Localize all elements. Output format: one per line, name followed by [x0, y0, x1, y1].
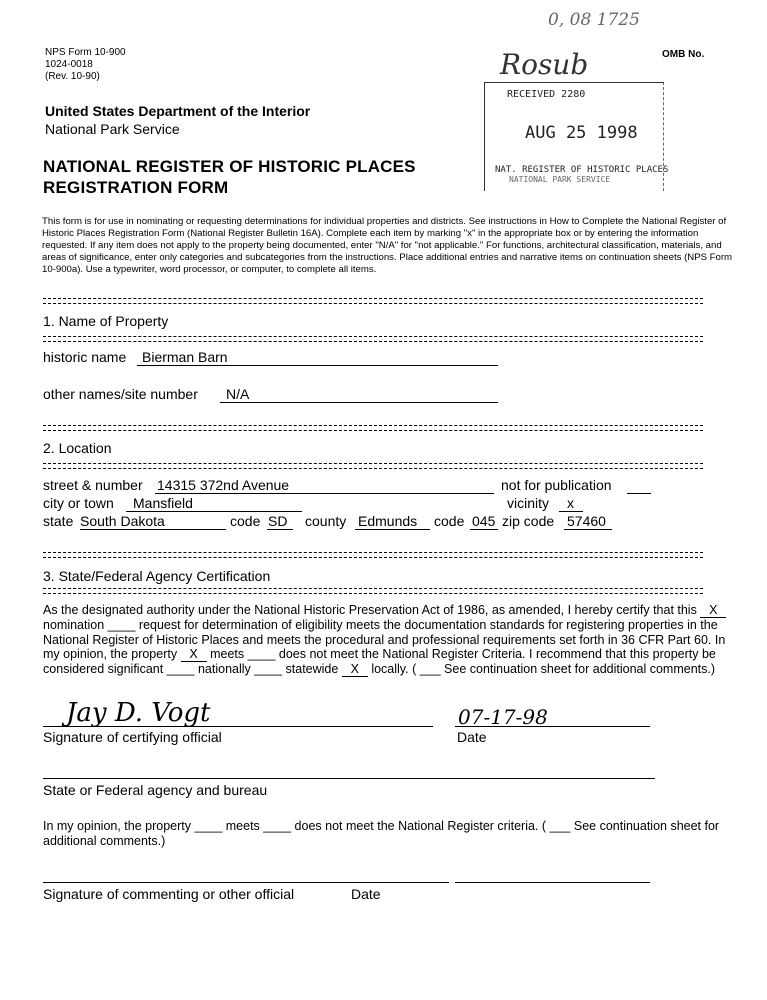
- county-label: county: [305, 513, 347, 529]
- city-line: [126, 511, 302, 512]
- other-names-label: other names/site number: [43, 386, 198, 402]
- form-number: NPS Form 10-900: [45, 47, 126, 58]
- section2-heading: 2. Location: [43, 440, 112, 456]
- section-divider: [43, 463, 703, 469]
- zip-label: zip code: [502, 513, 555, 529]
- cert-text-3: meets ____ does not meet the National Register Criteria. I recommend that this property be considered significant ____ nationally ____ statewide: [43, 647, 716, 677]
- street-line: [155, 493, 494, 494]
- opinion-paragraph: In my opinion, the property ____ meets ____ does not meet the National Register criteria. ( ___ See continuation sheet for additional comments.): [43, 819, 720, 848]
- cert-text-4: locally. ( ___ See continuation sheet for additional comments.): [371, 662, 716, 677]
- form-title-line1: NATIONAL REGISTER OF HISTORIC PLACES: [43, 157, 416, 176]
- section-divider: [43, 425, 703, 431]
- not-for-publication-line[interactable]: [627, 493, 651, 494]
- certification-paragraph: [43, 603, 733, 677]
- historic-name-label: historic name: [43, 349, 127, 365]
- form-revision: (Rev. 10-90): [45, 71, 100, 82]
- state-code-value[interactable]: SD: [268, 513, 288, 529]
- form-instructions: This form is for use in nominating or requesting determinations for individual properties and districts. See instructions in How to Complete the National Register of Historic Places Registration Form (National Register Bulletin 16A). Complete each item by marking "x" in the appropriate box or by entering the information requested. If any item does not apply to the property being documented, enter "N/A" for "not applicable." For functions, architectural classification, materials, and areas of significance, enter only categories and subcategories from the instructions. Place additional entries and narrative items on continuation sheets (NPS Form 10-900a). Use a typewriter, word processor, or computer, to complete all items.: [42, 216, 733, 275]
- cert-text-2: nomination ____ request for determination of eligibility meets the documentation standards for registering properties in the National Register of Historic Places and meets the procedural and professional requirements set forth in 36 CFR Part 60. In my opinion, the property: [43, 618, 726, 662]
- state-code-label: code: [230, 513, 261, 529]
- top-scribble: 0, 08 1725: [548, 10, 640, 30]
- historic-name-value[interactable]: Bierman Barn: [142, 349, 228, 365]
- received-label: RECEIVED 2280: [507, 89, 586, 100]
- signature-line: [43, 726, 433, 727]
- service-name: National Park Service: [45, 121, 180, 137]
- form-code: 1024-0018: [45, 59, 93, 70]
- county-code-label: code: [434, 513, 465, 529]
- street-value[interactable]: 14315 372nd Avenue: [157, 477, 290, 493]
- not-for-publication-label: not for publication: [501, 477, 612, 493]
- certifying-signature: Jay D. Vogt: [66, 698, 211, 728]
- street-label: street & number: [43, 477, 143, 493]
- section1-heading: 1. Name of Property: [43, 313, 169, 329]
- form-title-line2: REGISTRATION FORM: [43, 178, 229, 197]
- date-line: [455, 726, 650, 727]
- other-names-line: [220, 402, 498, 403]
- section-divider: [43, 552, 703, 558]
- agency-line[interactable]: [43, 778, 655, 779]
- city-label: city or town: [43, 495, 114, 511]
- zip-value[interactable]: 57460: [567, 513, 606, 529]
- zip-line: [564, 529, 612, 530]
- received-date: AUG 25 1998: [525, 123, 638, 143]
- initials-signature: Rosub: [500, 48, 589, 81]
- vicinity-label: vicinity: [507, 495, 550, 511]
- national-park-label: NATIONAL PARK SERVICE: [509, 175, 611, 184]
- department-name: United States Department of the Interior: [45, 103, 311, 119]
- comment-date-label: Date: [351, 886, 381, 902]
- other-names-value[interactable]: N/A: [226, 386, 250, 402]
- section-divider: [43, 298, 703, 304]
- vicinity-value[interactable]: x: [567, 495, 574, 511]
- county-code-line: [470, 529, 498, 530]
- county-value[interactable]: Edmunds: [358, 513, 418, 529]
- section3-heading: 3. State/Federal Agency Certification: [43, 568, 271, 584]
- locally-mark[interactable]: X: [342, 663, 368, 677]
- state-code-line: [267, 529, 293, 530]
- certification-date: 07-17-98: [458, 705, 548, 729]
- agency-label: State or Federal agency and bureau: [43, 782, 268, 798]
- city-value[interactable]: Mansfield: [133, 495, 193, 511]
- omb-number: OMB No.: [662, 49, 705, 60]
- comment-signature-label: Signature of commenting or other official: [43, 886, 295, 902]
- nomination-mark[interactable]: X: [700, 604, 726, 618]
- county-line: [355, 529, 430, 530]
- date-label: Date: [457, 729, 487, 745]
- meets-mark[interactable]: X: [181, 648, 207, 662]
- state-value[interactable]: South Dakota: [80, 513, 165, 529]
- cert-text-1: As the designated authority under the National Historic Preservation Act of 1986, as amended, I hereby certify that this: [43, 603, 697, 617]
- nat-register-label: NAT. REGISTER OF HISTORIC PLACES: [495, 165, 669, 175]
- section-divider: [43, 336, 703, 342]
- state-line: [80, 529, 226, 530]
- received-stamp: [484, 82, 669, 191]
- historic-name-line: [137, 365, 498, 366]
- state-label: state: [43, 513, 74, 529]
- vicinity-line: [559, 511, 583, 512]
- comment-date-line[interactable]: [455, 882, 650, 883]
- comment-signature-line[interactable]: [43, 882, 449, 883]
- section-divider: [43, 588, 703, 594]
- county-code-value[interactable]: 045: [472, 513, 496, 529]
- signature-label: Signature of certifying official: [43, 729, 222, 745]
